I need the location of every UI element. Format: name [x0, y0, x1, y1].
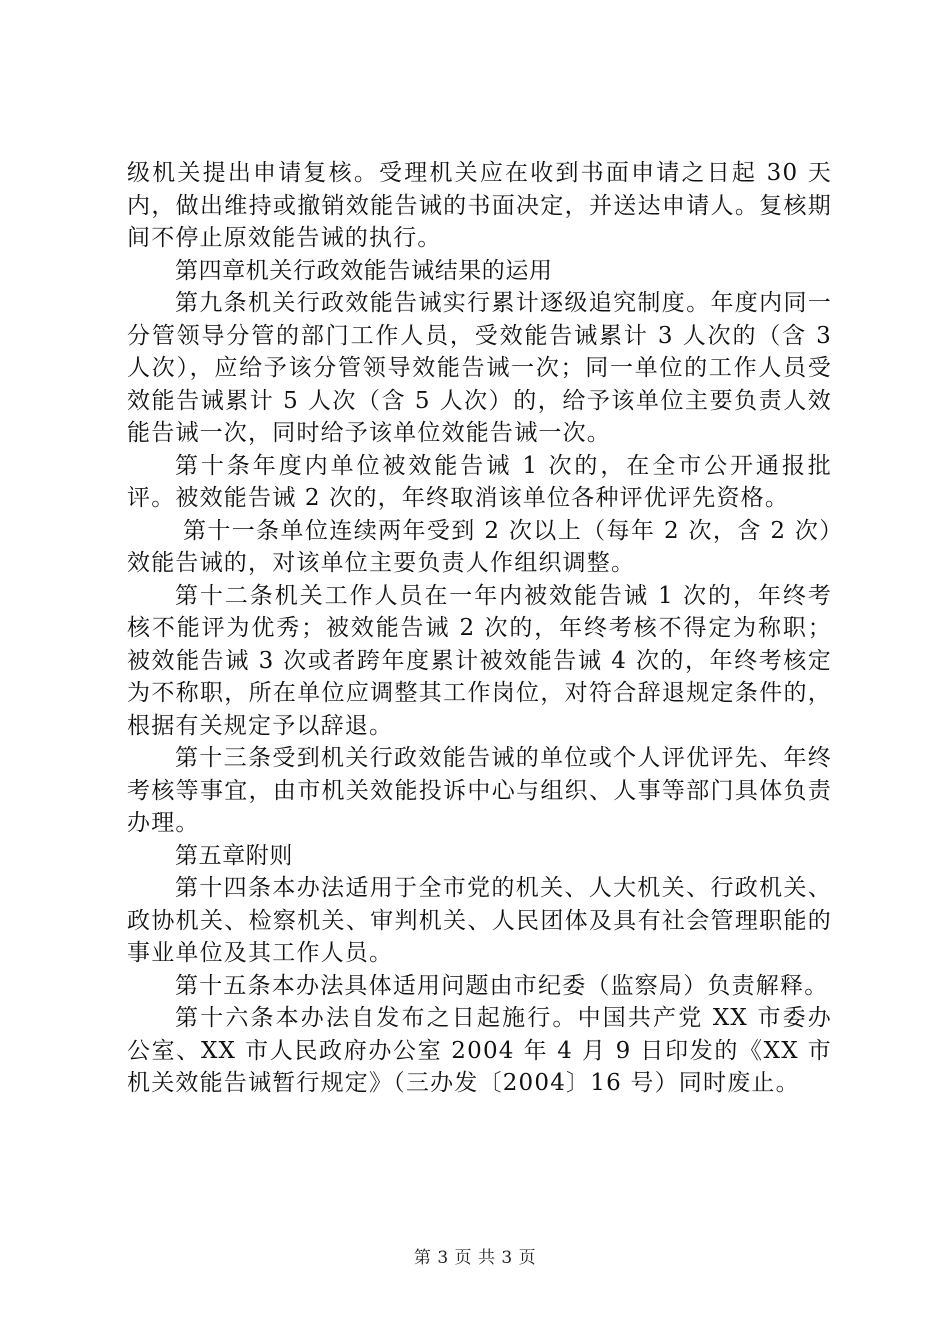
- article-10-paragraph: 第十条年度内单位被效能告诫 1 次的，在全市公开通报批评。被效能告诫 2 次的，年终取消该单位各种评优评先资格。: [127, 452, 832, 511]
- chapter-heading-4: 第四章机关行政效能告诫结果的运用: [175, 257, 553, 284]
- article-12-paragraph: 第十二条机关工作人员在一年内被效能告诫 1 次的，年终考核不能评为优秀；被效能告诫 2 次的，年终考核不得定为称职；被效能告诫 3 次或者跨年度累计被效能告诫 4 次的，年终考核定为不称职，所在单位应调整其工作岗位，对符合辞退规定条件的，根据有关规定予以辞退。: [127, 582, 832, 739]
- article-15-paragraph: 第十五条本办法具体适用问题由市纪委（监察局）负责解释。: [175, 972, 829, 999]
- article-16-paragraph: 第十六条本办法自发布之日起施行。中国共产党 XX 市委办公室、XX 市人民政府办公室 2004 年 4 月 9 日印发的《XX 市机关效能告诫暂行规定》（三办发〔2004〕16 号）同时废止。: [127, 1005, 832, 1096]
- article-11-paragraph: 第十一条单位连续两年受到 2 次以上（每年 2 次，含 2 次）效能告诫的，对该单位主要负责人作组织调整。: [127, 517, 832, 576]
- document-body: [127, 157, 832, 1100]
- paragraph-continuation: 级机关提出申请复核。受理机关应在收到书面申请之日起 30 天内，做出维持或撤销效能告诫的书面决定，并送达申请人。复核期间不停止原效能告诫的执行。: [127, 160, 832, 251]
- page-number-footer: 第 3 页 共 3 页: [413, 1248, 537, 1268]
- article-14-paragraph: 第十四条本办法适用于全市党的机关、人大机关、行政机关、政协机关、检察机关、审判机关、人民团体及具有社会管理职能的事业单位及其工作人员。: [127, 875, 832, 966]
- article-9-paragraph: 第九条机关行政效能告诫实行累计逐级追究制度。年度内同一分管领导分管的部门工作人员，受效能告诫累计 3 人次的（含 3 人次），应给予该分管领导效能告诫一次；同一单位的工作人员受效能告诫累计 5 人次（含 5 人次）的，给予该单位主要负责人效能告诫一次，同时给予该单位效能告诫一次。: [127, 290, 832, 446]
- chapter-heading-5: 第五章附则: [175, 842, 293, 869]
- article-13-paragraph: 第十三条受到机关行政效能告诫的单位或个人评优评先、年终考核等事宜，由市机关效能投诉中心与组织、人事等部门具体负责办理。: [127, 745, 832, 836]
